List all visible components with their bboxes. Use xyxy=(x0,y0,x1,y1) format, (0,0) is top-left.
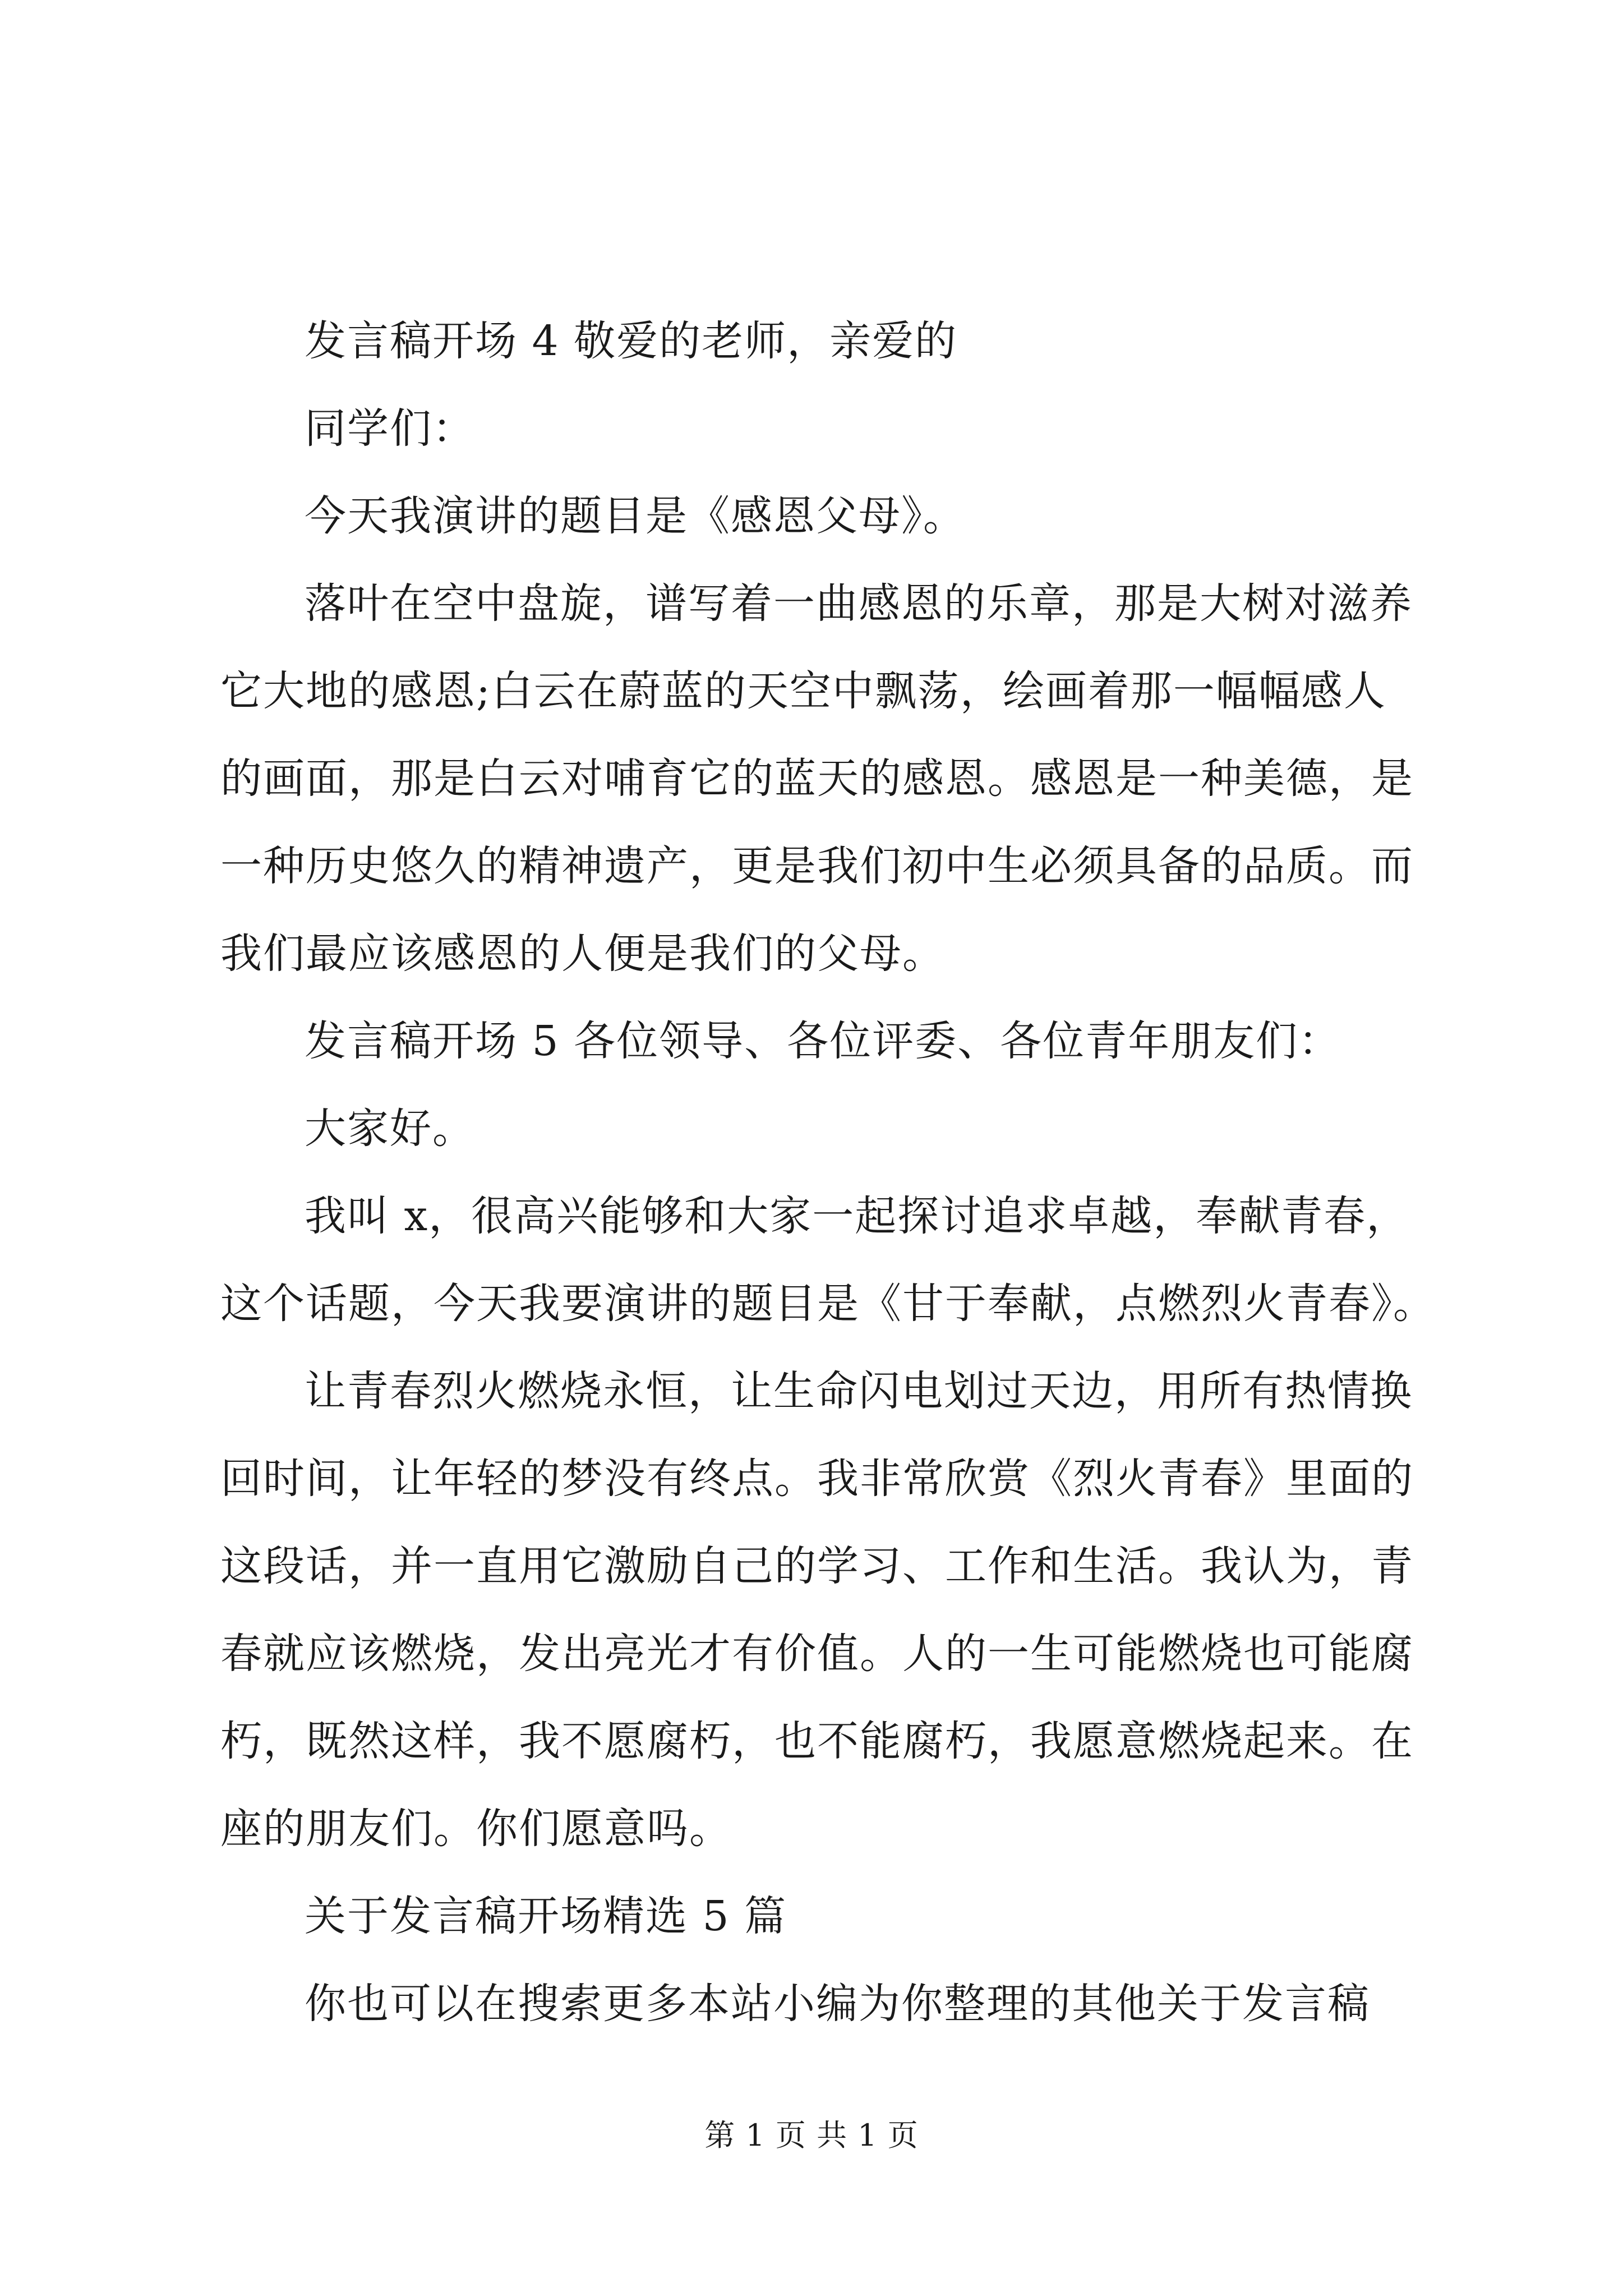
paragraph-line: 落叶在空中盘旋，谱写着一曲感恩的乐章，那是大树对滋养 xyxy=(305,579,1413,628)
paragraph-line: 一种历史悠久的精神遗产，更是我们初中生必须具备的品质。而 xyxy=(220,842,1414,890)
paragraph-line: 今天我演讲的题目是《感恩父母》。 xyxy=(305,492,966,540)
paragraph-line: 的画面，那是白云对哺育它的蓝天的感恩。感恩是一种美德，是 xyxy=(220,754,1414,803)
paragraph-line: 关于发言稿开场精选 5 篇 xyxy=(305,1892,787,1940)
paragraph-line: 我叫 x，很高兴能够和大家一起探讨追求卓越，奉献青春， xyxy=(305,1192,1409,1240)
paragraph-line: 春就应该燃烧，发出亮光才有价值。人的一生可能燃烧也可能腐 xyxy=(220,1630,1414,1678)
paragraph-line: 让青春烈火燃烧永恒，让生命闪电划过天边，用所有热情换 xyxy=(305,1367,1413,1415)
paragraph-line: 发言稿开场 4 敬爱的老师，亲爱的 xyxy=(305,317,958,365)
document-body xyxy=(220,297,1436,2047)
page-footer: 第 1 页 共 1 页 xyxy=(704,2118,919,2153)
paragraph-line: 发言稿开场 5 各位领导、各位评委、各位青年朋友们： xyxy=(305,1017,1341,1065)
paragraph-line: 这段话，并一直用它激励自己的学习、工作和生活。我认为，青 xyxy=(220,1542,1414,1590)
paragraph-line: 朽，既然这样，我不愿腐朽，也不能腐朽，我愿意燃烧起来。在 xyxy=(220,1717,1414,1765)
paragraph-line: 座的朋友们。你们愿意吗。 xyxy=(220,1805,732,1853)
paragraph-line: 它大地的感恩;白云在蔚蓝的天空中飘荡，绘画着那一幅幅感人 xyxy=(220,667,1386,715)
paragraph-line: 大家好。 xyxy=(305,1105,475,1153)
paragraph-line: 这个话题，今天我要演讲的题目是《甘于奉献，点燃烈火青春》。 xyxy=(220,1280,1436,1328)
paragraph-line: 我们最应该感恩的人便是我们的父母。 xyxy=(220,930,945,978)
paragraph-line: 你也可以在搜索更多本站小编为你整理的其他关于发言稿 xyxy=(305,1980,1370,2028)
paragraph-line: 回时间，让年轻的梦没有终点。我非常欣赏《烈火青春》里面的 xyxy=(220,1455,1414,1503)
paragraph-line: 同学们： xyxy=(305,404,475,453)
